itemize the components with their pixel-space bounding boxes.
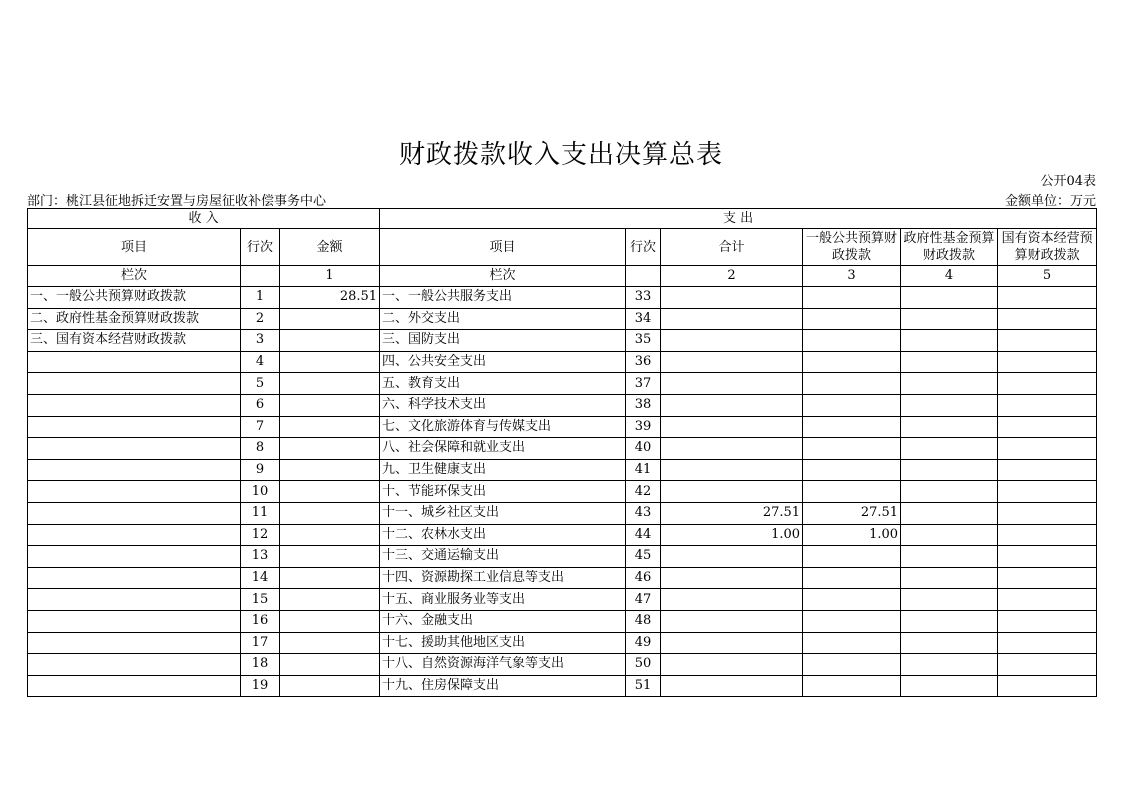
income-amount-cell [280, 438, 380, 460]
total-cell [661, 632, 803, 654]
fund-budget-cell [901, 481, 998, 503]
income-amount-cell [280, 351, 380, 373]
table-row [28, 308, 1097, 330]
expense-item-cell: 十八、自然资源海洋气象等支出 [380, 654, 626, 676]
expense-item-cell: 六、科学技术支出 [380, 394, 626, 416]
expense-row-no-cell: 47 [626, 589, 661, 611]
income-row-no-header: 行次 [241, 229, 280, 266]
income-item-cell [28, 351, 241, 373]
fund-budget-cell [901, 524, 998, 546]
expense-row-no-cell: 50 [626, 654, 661, 676]
expense-row-no-cell: 38 [626, 394, 661, 416]
general-budget-cell [803, 481, 901, 503]
total-cell [661, 567, 803, 589]
total-cell [661, 351, 803, 373]
income-item-cell [28, 589, 241, 611]
income-row-no-cell: 11 [241, 502, 280, 524]
income-amount-cell: 28.51 [280, 287, 380, 309]
expense-row-no-cell: 39 [626, 416, 661, 438]
capital-budget-cell [998, 546, 1097, 568]
expense-row-no-cell: 41 [626, 459, 661, 481]
income-amount-cell [280, 394, 380, 416]
expense-row-no-cell: 46 [626, 567, 661, 589]
capital-budget-cell [998, 610, 1097, 632]
income-row-no-cell: 14 [241, 567, 280, 589]
fund-budget-cell [901, 589, 998, 611]
income-item-cell [28, 632, 241, 654]
expense-row-no-cell: 33 [626, 287, 661, 309]
capital-budget-cell [998, 459, 1097, 481]
fund-budget-cell [901, 394, 998, 416]
unit-label: 金额单位：万元 [1004, 194, 1096, 209]
general-budget-cell [803, 394, 901, 416]
fund-budget-cell [901, 373, 998, 395]
income-row-no-cell: 10 [241, 481, 280, 503]
general-budget-cell [803, 330, 901, 352]
capital-budget-cell [998, 373, 1097, 395]
expense-row-no-cell: 42 [626, 481, 661, 503]
expense-item-cell: 八、社会保障和就业支出 [380, 438, 626, 460]
capital-budget-cell [998, 416, 1097, 438]
col-number-4: 4 [901, 266, 998, 287]
expense-row-no-cell: 51 [626, 675, 661, 697]
income-amount-cell [280, 654, 380, 676]
expense-row-no-header: 行次 [626, 229, 661, 266]
income-item-cell [28, 546, 241, 568]
expense-col-blank [626, 266, 661, 287]
expense-item-cell: 一、一般公共服务支出 [380, 287, 626, 309]
total-cell [661, 287, 803, 309]
expense-item-cell: 三、国防支出 [380, 330, 626, 352]
total-cell [661, 546, 803, 568]
general-budget-cell [803, 308, 901, 330]
fund-budget-cell [901, 308, 998, 330]
capital-budget-cell [998, 524, 1097, 546]
fund-budget-cell [901, 351, 998, 373]
income-item-cell [28, 373, 241, 395]
fund-budget-cell [901, 546, 998, 568]
capital-budget-cell [998, 589, 1097, 611]
total-cell [661, 654, 803, 676]
table-row [28, 373, 1097, 395]
income-row-no-cell: 7 [241, 416, 280, 438]
expense-item-header: 项目 [380, 229, 626, 266]
header-row-sections [28, 209, 1097, 229]
income-item-cell [28, 567, 241, 589]
income-amount-cell [280, 567, 380, 589]
total-cell [661, 610, 803, 632]
capital-budget-cell [998, 567, 1097, 589]
fund-budget-cell [901, 654, 998, 676]
general-budget-cell [803, 632, 901, 654]
income-row-no-cell: 1 [241, 287, 280, 309]
income-amount-cell [280, 546, 380, 568]
income-item-cell [28, 502, 241, 524]
capital-budget-cell [998, 351, 1097, 373]
income-item-cell [28, 416, 241, 438]
fund-budget-cell [901, 502, 998, 524]
income-item-cell [28, 524, 241, 546]
income-row-no-cell: 16 [241, 610, 280, 632]
income-col-label: 栏次 [28, 266, 241, 287]
general-budget-cell [803, 567, 901, 589]
income-item-cell [28, 654, 241, 676]
fund-budget-header: 政府性基金预算财政拨款 [901, 229, 998, 266]
income-row-no-cell: 9 [241, 459, 280, 481]
department-label: 部门：桃江县征地拆迁安置与房屋征收补偿事务中心 [27, 194, 327, 209]
total-cell [661, 589, 803, 611]
income-row-no-cell: 5 [241, 373, 280, 395]
capital-budget-cell [998, 675, 1097, 697]
total-cell [661, 438, 803, 460]
general-budget-cell [803, 610, 901, 632]
fund-budget-cell [901, 287, 998, 309]
income-row-no-cell: 13 [241, 546, 280, 568]
expense-item-cell: 十二、农林水支出 [380, 524, 626, 546]
expense-item-cell: 十七、援助其他地区支出 [380, 632, 626, 654]
expense-item-cell: 十九、住房保障支出 [380, 675, 626, 697]
capital-budget-cell [998, 308, 1097, 330]
general-budget-cell: 27.51 [803, 502, 901, 524]
income-item-cell: 二、政府性基金预算财政拨款 [28, 308, 241, 330]
general-budget-cell [803, 416, 901, 438]
total-cell: 27.51 [661, 502, 803, 524]
total-cell: 1.00 [661, 524, 803, 546]
table-row [28, 481, 1097, 503]
income-amount-cell [280, 675, 380, 697]
capital-budget-cell [998, 632, 1097, 654]
income-amount-cell [280, 610, 380, 632]
table-row [28, 330, 1097, 352]
income-amount-cell [280, 330, 380, 352]
expense-item-cell: 十四、资源勘探工业信息等支出 [380, 567, 626, 589]
expense-item-cell: 十六、金融支出 [380, 610, 626, 632]
total-cell [661, 416, 803, 438]
fund-budget-cell [901, 459, 998, 481]
income-amount-header: 金额 [280, 229, 380, 266]
income-item-cell [28, 610, 241, 632]
income-row-no-cell: 19 [241, 675, 280, 697]
income-item-cell: 一、一般公共预算财政拨款 [28, 287, 241, 309]
table-row [28, 502, 1097, 524]
income-amount-cell [280, 481, 380, 503]
income-item-header: 项目 [28, 229, 241, 266]
general-budget-cell [803, 589, 901, 611]
table-row [28, 524, 1097, 546]
col-number-3: 3 [803, 266, 901, 287]
capital-budget-cell [998, 330, 1097, 352]
expense-row-no-cell: 37 [626, 373, 661, 395]
expense-col-label: 栏次 [380, 266, 626, 287]
fund-budget-cell [901, 330, 998, 352]
fund-budget-cell [901, 567, 998, 589]
header-row-col-numbers [28, 266, 1097, 287]
general-budget-cell [803, 654, 901, 676]
fund-budget-cell [901, 438, 998, 460]
total-cell [661, 394, 803, 416]
expense-row-no-cell: 35 [626, 330, 661, 352]
income-row-no-cell: 6 [241, 394, 280, 416]
expense-row-no-cell: 40 [626, 438, 661, 460]
income-amount-cell [280, 459, 380, 481]
fund-budget-cell [901, 416, 998, 438]
table-row [28, 675, 1097, 697]
general-budget-cell [803, 351, 901, 373]
income-section-header: 收 入 [28, 209, 380, 229]
table-row [28, 546, 1097, 568]
income-row-no-cell: 17 [241, 632, 280, 654]
expense-row-no-cell: 45 [626, 546, 661, 568]
income-row-no-cell: 18 [241, 654, 280, 676]
col-number-5: 5 [998, 266, 1097, 287]
total-header: 合计 [661, 229, 803, 266]
expense-row-no-cell: 48 [626, 610, 661, 632]
capital-budget-cell [998, 502, 1097, 524]
expense-item-cell: 四、公共安全支出 [380, 351, 626, 373]
table-row [28, 287, 1097, 309]
income-item-cell: 三、国有资本经营财政拨款 [28, 330, 241, 352]
expense-item-cell: 十、节能环保支出 [380, 481, 626, 503]
fund-budget-cell [901, 675, 998, 697]
general-budget-cell [803, 546, 901, 568]
expense-item-cell: 九、卫生健康支出 [380, 459, 626, 481]
budget-table [27, 208, 1097, 697]
expense-item-cell: 十五、商业服务业等支出 [380, 589, 626, 611]
income-amount-cell [280, 308, 380, 330]
expense-item-cell: 七、文化旅游体育与传媒支出 [380, 416, 626, 438]
total-cell [661, 330, 803, 352]
income-amount-cell [280, 524, 380, 546]
capital-budget-cell [998, 394, 1097, 416]
income-item-cell [28, 675, 241, 697]
income-row-no-cell: 15 [241, 589, 280, 611]
table-row [28, 610, 1097, 632]
income-amount-cell [280, 416, 380, 438]
expense-row-no-cell: 36 [626, 351, 661, 373]
total-cell [661, 308, 803, 330]
total-cell [661, 459, 803, 481]
general-budget-cell [803, 459, 901, 481]
general-budget-cell [803, 675, 901, 697]
expense-item-cell: 十三、交通运输支出 [380, 546, 626, 568]
table-row [28, 416, 1097, 438]
income-amount-cell [280, 373, 380, 395]
income-col-blank [241, 266, 280, 287]
table-row [28, 394, 1097, 416]
col-number-2: 2 [661, 266, 803, 287]
income-amount-cell [280, 632, 380, 654]
table-row [28, 459, 1097, 481]
expense-item-cell: 十一、城乡社区支出 [380, 502, 626, 524]
header-row-columns [28, 229, 1097, 266]
document-title: 财政拨款收入支出决算总表 [398, 140, 723, 170]
capital-budget-header: 国有资本经营预算财政拨款 [998, 229, 1097, 266]
income-row-no-cell: 12 [241, 524, 280, 546]
table-row [28, 567, 1097, 589]
income-amount-cell [280, 589, 380, 611]
general-budget-cell [803, 373, 901, 395]
capital-budget-cell [998, 481, 1097, 503]
expense-row-no-cell: 49 [626, 632, 661, 654]
income-item-cell [28, 438, 241, 460]
table-row [28, 438, 1097, 460]
income-amount-cell [280, 502, 380, 524]
fund-budget-cell [901, 610, 998, 632]
general-budget-header: 一般公共预算财政拨款 [803, 229, 901, 266]
capital-budget-cell [998, 287, 1097, 309]
expense-item-cell: 五、教育支出 [380, 373, 626, 395]
income-row-no-cell: 2 [241, 308, 280, 330]
income-item-cell [28, 394, 241, 416]
general-budget-cell [803, 287, 901, 309]
expense-row-no-cell: 34 [626, 308, 661, 330]
total-cell [661, 373, 803, 395]
expense-row-no-cell: 44 [626, 524, 661, 546]
col-number-1: 1 [280, 266, 380, 287]
general-budget-cell [803, 438, 901, 460]
total-cell [661, 481, 803, 503]
income-item-cell [28, 481, 241, 503]
fund-budget-cell [901, 632, 998, 654]
total-cell [661, 675, 803, 697]
expense-row-no-cell: 43 [626, 502, 661, 524]
income-item-cell [28, 459, 241, 481]
capital-budget-cell [998, 654, 1097, 676]
expense-item-cell: 二、外交支出 [380, 308, 626, 330]
table-row [28, 351, 1097, 373]
form-number: 公开04表 [1040, 174, 1096, 189]
income-row-no-cell: 3 [241, 330, 280, 352]
income-row-no-cell: 4 [241, 351, 280, 373]
capital-budget-cell [998, 438, 1097, 460]
table-row [28, 654, 1097, 676]
table-row [28, 589, 1097, 611]
expense-section-header: 支 出 [380, 209, 1097, 229]
income-row-no-cell: 8 [241, 438, 280, 460]
table-row [28, 632, 1097, 654]
general-budget-cell: 1.00 [803, 524, 901, 546]
